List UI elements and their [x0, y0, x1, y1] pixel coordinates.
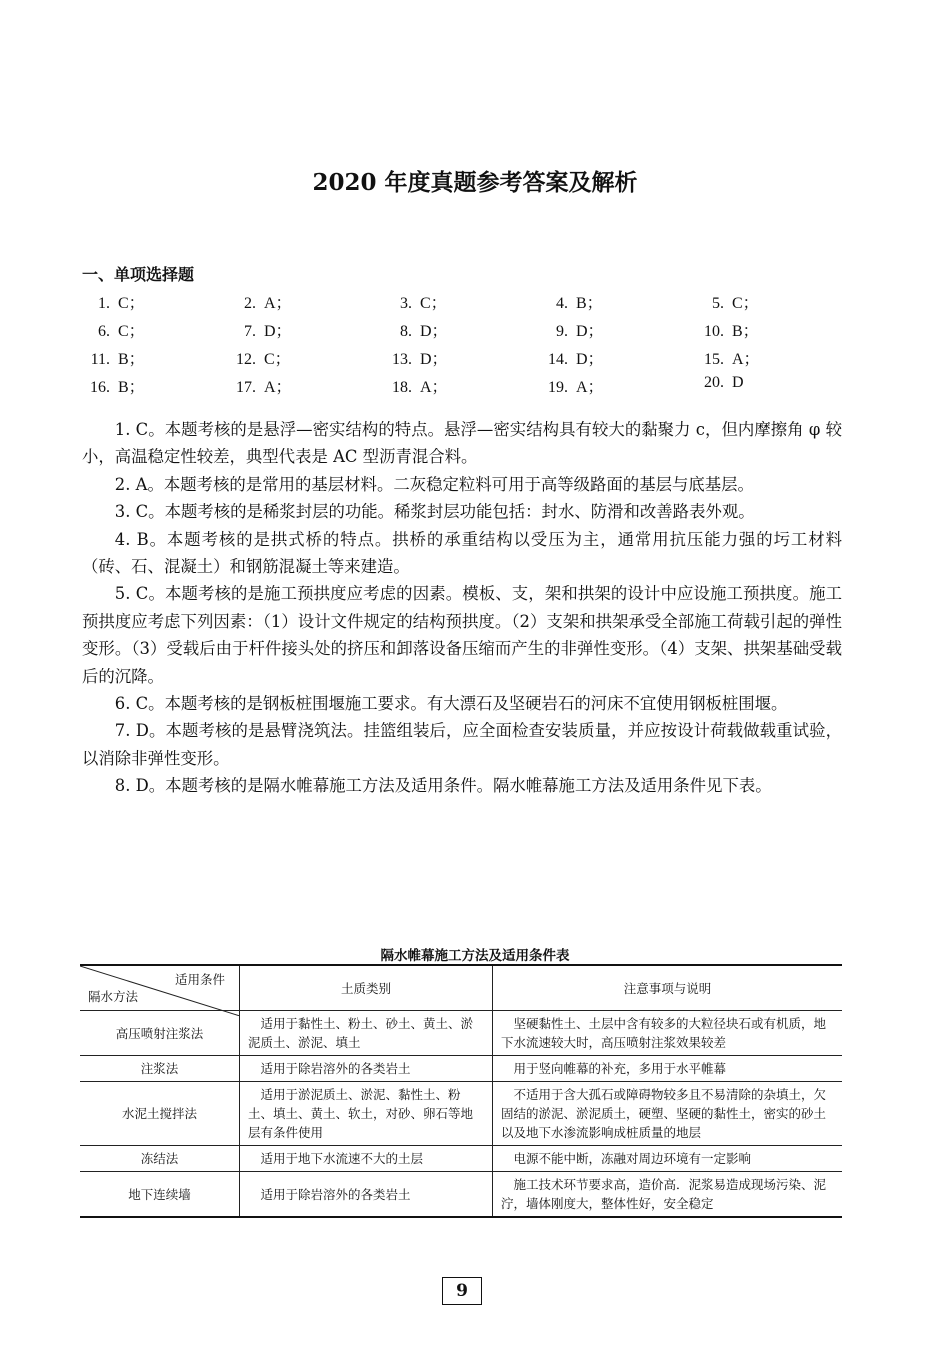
table-caption: 隔水帷幕施工方法及适用条件表	[380, 948, 570, 964]
question-number: 8.	[400, 323, 412, 340]
table-row	[80, 1172, 842, 1218]
question-number: 16.	[90, 379, 110, 396]
answer-item	[696, 374, 744, 392]
answer-item	[82, 318, 145, 341]
answer-letter: B；	[576, 295, 603, 312]
note-cell: 施工技术环节要求高，造价高．泥浆易造成现场污染、泥泞，墙体刚度大，整体性好，安全稳定	[493, 1172, 843, 1218]
table-row	[80, 1146, 842, 1172]
answer-item	[540, 374, 604, 397]
answer-letter: D；	[264, 323, 292, 340]
soil-cell: 适用于淤泥质土、淤泥、黏性土、粉土、填土、黄土、软土，对砂、卵石等地层有条件使用	[240, 1082, 493, 1146]
answer-item	[540, 318, 604, 341]
question-number: 3.	[400, 295, 412, 312]
soil-cell: 适用于地下水流速不大的土层	[240, 1146, 493, 1172]
header-conditions-label: 适用条件	[174, 972, 225, 987]
conditions-table	[80, 964, 842, 1218]
question-number: 13.	[392, 351, 412, 368]
explanation-paragraph: 8. D。本题考核的是隔水帷幕施工方法及适用条件。隔水帷幕施工方法及适用条件见下表。	[114, 776, 772, 796]
answer-item	[82, 374, 145, 397]
page-title: 2020 年度真题参考答案及解析	[312, 169, 638, 196]
header-method-label: 隔水方法	[88, 989, 139, 1004]
answer-letter: C；	[420, 295, 447, 312]
answer-row	[82, 374, 842, 402]
question-number: 14.	[548, 351, 568, 368]
answer-letter: C；	[732, 295, 759, 312]
question-number: 17.	[236, 379, 256, 396]
question-number: 4.	[556, 295, 568, 312]
answer-letter: D；	[576, 323, 604, 340]
answer-row	[82, 346, 842, 374]
answer-row	[82, 290, 842, 318]
table-row	[80, 1011, 842, 1056]
answer-letter: A；	[576, 379, 604, 396]
question-number: 20.	[704, 374, 724, 391]
question-number: 6.	[98, 323, 110, 340]
answer-letter: A；	[264, 379, 292, 396]
explanation-paragraph: 4. B。本题考核的是拱式桥的特点。拱桥的承重结构以受压为主，通常用抗压能力强的圬工材料（砖、石、混凝土）和钢筋混凝土等来建造。	[82, 529, 842, 577]
question-number: 11.	[90, 351, 110, 368]
explanations	[82, 416, 842, 800]
explanation-paragraph: 5. C。本题考核的是施工预拱度应考虑的因素。模板、支，架和拱架的设计中应设施工预拱度。施工预拱度应考虑下列因素：（1）设计文件规定的结构预拱度。（2）支架和拱架承受全部施工荷载引起的弹性变形。（3）受载后由于杆件接头处的挤压和卸落设备压缩而产生的非弹性变形。（4）支架、拱架基础受载后的沉降。	[82, 584, 842, 686]
question-number: 15.	[704, 351, 724, 368]
answer-letter: B；	[118, 351, 145, 368]
answer-item	[82, 290, 145, 313]
answer-letter: C；	[118, 323, 145, 340]
answer-letter: A；	[264, 295, 292, 312]
note-cell: 坚硬黏性土、土层中含有较多的大粒径块石或有机质，地下水流速较大时，高压喷射注浆效果较差	[493, 1011, 843, 1056]
question-number: 9.	[556, 323, 568, 340]
method-cell: 高压喷射注浆法	[80, 1011, 240, 1056]
answer-row	[82, 318, 842, 346]
question-number: 1.	[98, 295, 110, 312]
question-number: 12.	[236, 351, 256, 368]
answer-letter: B；	[732, 323, 759, 340]
method-cell: 水泥土搅拌法	[80, 1082, 240, 1146]
answer-letter: A；	[732, 351, 760, 368]
question-number: 18.	[392, 379, 412, 396]
answer-item	[228, 290, 292, 313]
note-cell: 不适用于含大孤石或障碍物较多且不易清除的杂填土，欠固结的淤泥、淤泥质土，硬塑、坚硬的黏性土，密实的砂土以及地下水渗流影响成桩质量的地层	[493, 1082, 843, 1146]
answer-grid	[82, 290, 842, 402]
answer-item	[384, 290, 447, 313]
explanation-paragraph: 7. D。本题考核的是悬臂浇筑法。挂篮组装后，应全面检查安装质量，并应按设计荷载做载重试验，以消除非弹性变形。	[82, 721, 842, 768]
explanation-paragraph: 2. A。本题考核的是常用的基层材料。二灰稳定粒料可用于高等级路面的基层与底基层。	[114, 474, 754, 494]
soil-cell: 适用于除岩溶外的各类岩土	[240, 1056, 493, 1082]
answer-item	[696, 318, 759, 341]
question-number: 5.	[712, 295, 724, 312]
method-cell: 冻结法	[80, 1146, 240, 1172]
answer-letter: D	[732, 374, 744, 391]
answer-letter: A；	[420, 379, 448, 396]
soil-cell: 适用于除岩溶外的各类岩土	[240, 1172, 493, 1218]
answer-letter: C；	[264, 351, 291, 368]
answer-item	[228, 346, 291, 369]
note-cell: 电源不能中断，冻融对周边环境有一定影响	[493, 1146, 843, 1172]
soil-cell: 适用于黏性土、粉土、砂土、黄土、淤泥质土、淤泥、填土	[240, 1011, 493, 1056]
answer-letter: D；	[420, 351, 448, 368]
table-row	[80, 1056, 842, 1082]
answer-item	[228, 374, 292, 397]
question-number: 10.	[704, 323, 724, 340]
answer-item	[696, 346, 760, 369]
method-cell: 注浆法	[80, 1056, 240, 1082]
answer-item	[540, 346, 604, 369]
table-row	[80, 1082, 842, 1146]
diagonal-header-cell	[80, 965, 240, 1011]
header-notes: 注意事项与说明	[493, 965, 843, 1011]
section-heading: 一、单项选择题	[82, 265, 195, 284]
note-cell: 用于竖向帷幕的补充，多用于水平帷幕	[493, 1056, 843, 1082]
answer-item	[696, 290, 759, 313]
explanation-paragraph: 3. C。本题考核的是稀浆封层的功能。稀浆封层功能包括：封水、防滑和改善路表外观。	[114, 502, 755, 522]
answer-letter: D；	[576, 351, 604, 368]
answer-item	[384, 318, 448, 341]
answer-letter: C；	[118, 295, 145, 312]
table-header-row	[80, 965, 842, 1011]
question-number: 2.	[244, 295, 256, 312]
question-number: 7.	[244, 323, 256, 340]
answer-item	[540, 290, 603, 313]
header-soil-type: 土质类别	[240, 965, 493, 1011]
explanation-paragraph: 1. C。本题考核的是悬浮—密实结构的特点。悬浮—密实结构具有较大的黏聚力 c，但内摩擦角 φ 较小，高温稳定性较差，典型代表是 AC 型沥青混合料。	[82, 420, 842, 467]
answer-item	[228, 318, 292, 341]
answer-item	[384, 346, 448, 369]
explanation-paragraph: 6. C。本题考核的是钢板桩围堰施工要求。有大漂石及坚硬岩石的河床不宜使用钢板桩围堰。	[114, 694, 788, 714]
answer-letter: D；	[420, 323, 448, 340]
answer-item	[82, 346, 145, 369]
question-number: 19.	[548, 379, 568, 396]
page-number: 9	[442, 1277, 482, 1305]
answer-letter: B；	[118, 379, 145, 396]
answer-item	[384, 374, 448, 397]
method-cell: 地下连续墙	[80, 1172, 240, 1218]
